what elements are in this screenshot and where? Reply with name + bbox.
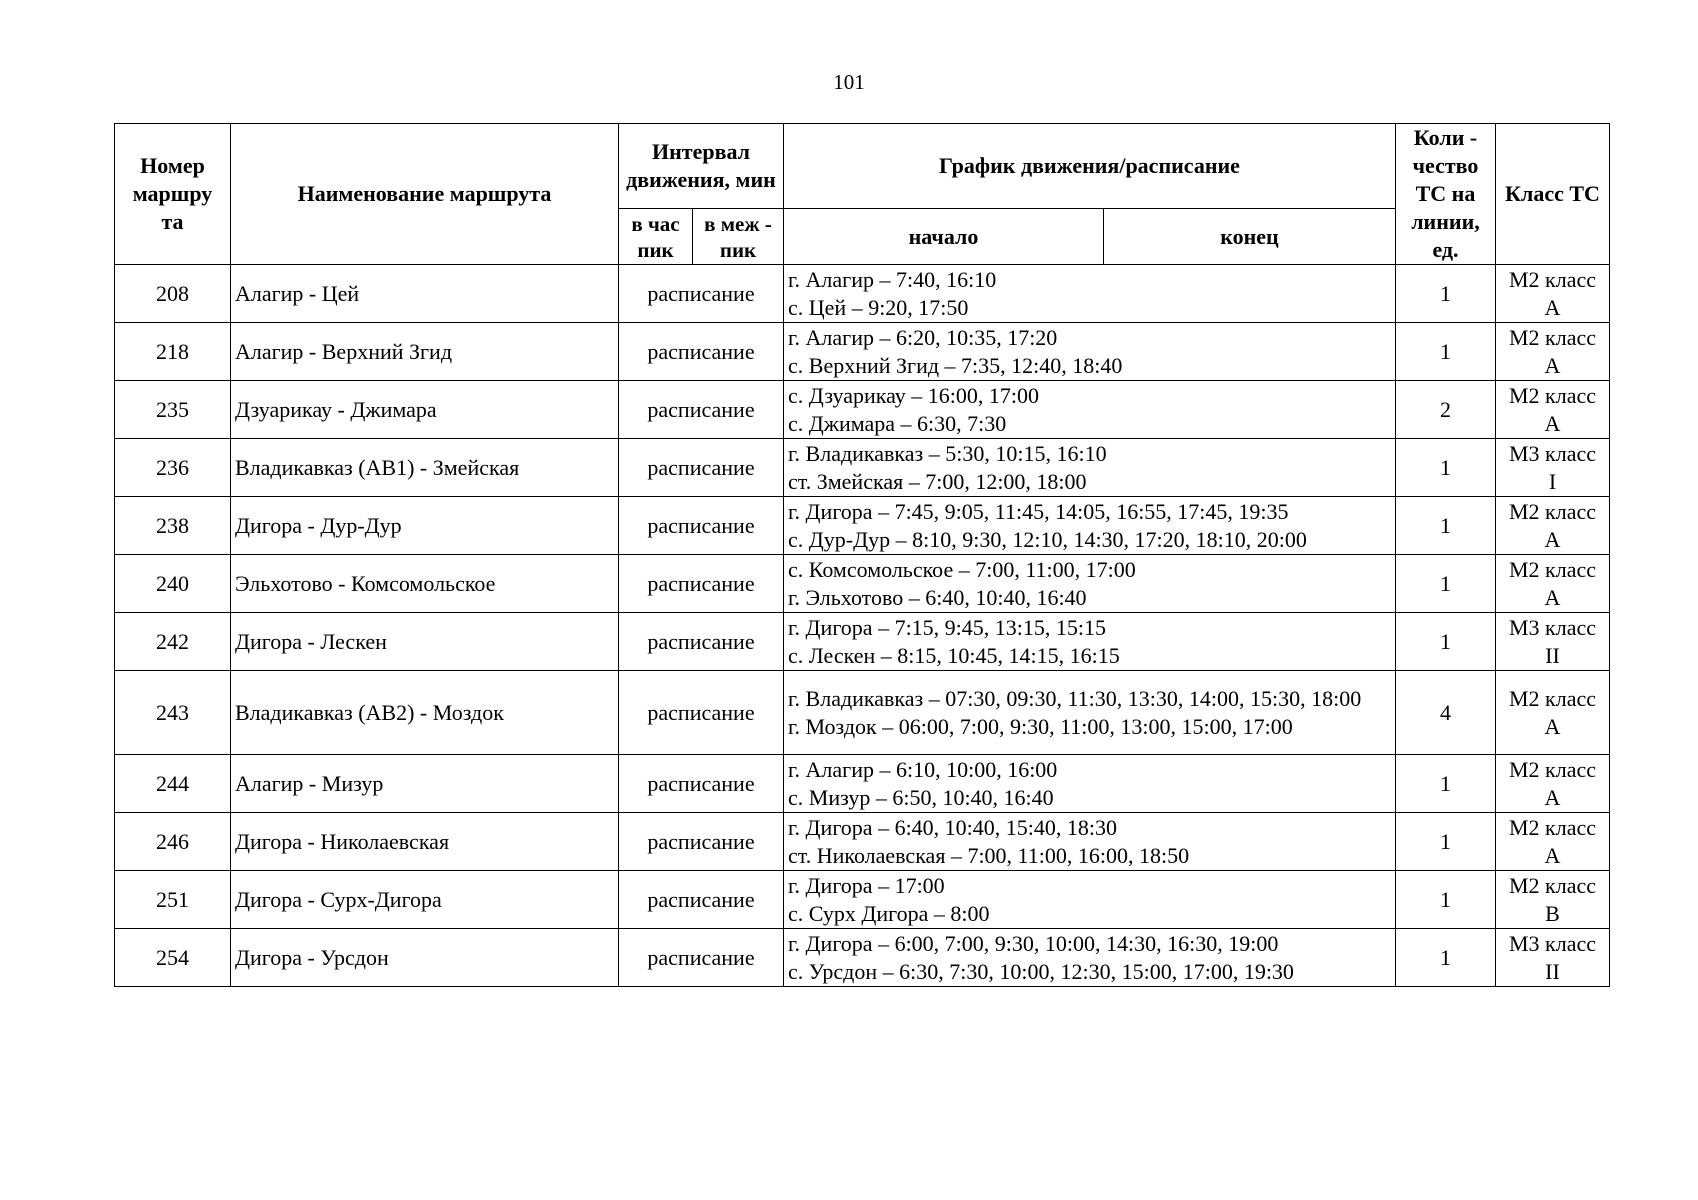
schedule-cell: [784, 439, 1396, 497]
schedule-line: с. Дзуарикау – 16:00, 17:00: [788, 382, 1040, 408]
interval-cell: расписание: [619, 613, 784, 671]
header-route-number: Номер маршру та: [115, 124, 231, 265]
schedule-line: с. Верхний Згид – 7:35, 12:40, 18:40: [788, 352, 1123, 378]
vehicle-class-category: М2 класс: [1508, 498, 1597, 524]
interval-cell: расписание: [619, 323, 784, 381]
schedule-cell: [784, 871, 1396, 929]
schedule-line: ст. Змейская – 7:00, 12:00, 18:00: [788, 468, 1087, 494]
table-row: [115, 497, 1610, 555]
header-vehicle-count: Коли - чество ТС на линии, ед.: [1396, 124, 1496, 265]
header-interval-offpeak: в меж - пик: [693, 209, 784, 265]
route-name-cell: Владикавказ (АВ1) - Змейская: [231, 439, 619, 497]
interval-cell: расписание: [619, 671, 784, 755]
vehicle-class-grade: А: [1544, 294, 1561, 320]
table-row: [115, 755, 1610, 813]
schedule-cell: [784, 555, 1396, 613]
vehicle-class-category: М2 класс: [1508, 872, 1597, 898]
table-row: [115, 323, 1610, 381]
interval-cell: расписание: [619, 381, 784, 439]
table-row: [115, 813, 1610, 871]
schedule-line: г. Эльхотово – 6:40, 10:40, 16:40: [788, 584, 1087, 610]
schedule-cell: [784, 381, 1396, 439]
schedule-cell: [784, 323, 1396, 381]
route-name-cell: Дигора - Урсдон: [231, 929, 619, 987]
interval-cell: расписание: [619, 813, 784, 871]
schedule-cell: [784, 265, 1396, 323]
vehicle-class-grade: А: [1544, 842, 1561, 868]
route-number-cell: 243: [115, 671, 231, 755]
header-schedule-end: конец: [1104, 209, 1396, 265]
vehicle-count-cell: 1: [1396, 497, 1496, 555]
header-schedule: График движения/расписание: [784, 124, 1396, 209]
schedule-line: г. Владикавказ – 07:30, 09:30, 11:30, 13:30, 14:00, 15:30, 18:00: [788, 685, 1362, 711]
route-number-cell: 246: [115, 813, 231, 871]
vehicle-class-grade: А: [1544, 526, 1561, 552]
route-number-cell: 208: [115, 265, 231, 323]
vehicle-class-cell: [1496, 555, 1610, 613]
route-number-cell: 235: [115, 381, 231, 439]
schedule-cell: [784, 929, 1396, 987]
route-name-cell: Дигора - Сурх-Дигора: [231, 871, 619, 929]
vehicle-class-cell: [1496, 265, 1610, 323]
vehicle-class-cell: [1496, 871, 1610, 929]
vehicle-class-cell: [1496, 323, 1610, 381]
vehicle-class-category: М3 класс: [1508, 614, 1597, 640]
route-number-cell: 254: [115, 929, 231, 987]
vehicle-class-grade: А: [1544, 410, 1561, 436]
interval-cell: расписание: [619, 755, 784, 813]
schedule-line: с. Комсомольское – 7:00, 11:00, 17:00: [788, 556, 1136, 582]
vehicle-count-cell: 2: [1396, 381, 1496, 439]
vehicle-class-cell: [1496, 439, 1610, 497]
vehicle-class-category: М2 класс: [1508, 814, 1597, 840]
header-interval-peak: в час пик: [619, 209, 693, 265]
table-row: [115, 671, 1610, 755]
schedule-line: ст. Николаевская – 7:00, 11:00, 16:00, 18:50: [788, 842, 1190, 868]
header-vehicle-class: Класс ТС: [1496, 124, 1610, 265]
vehicle-count-cell: 1: [1396, 439, 1496, 497]
interval-cell: расписание: [619, 929, 784, 987]
interval-cell: расписание: [619, 871, 784, 929]
route-name-cell: Владикавказ (АВ2) - Моздок: [231, 671, 619, 755]
vehicle-class-category: М2 класс: [1508, 556, 1597, 582]
vehicle-class-grade: А: [1544, 784, 1561, 810]
table-row: [115, 929, 1610, 987]
schedule-line: с. Сурх Дигора – 8:00: [788, 900, 990, 926]
vehicle-count-cell: 1: [1396, 813, 1496, 871]
route-name-cell: Дзуарикау - Джимара: [231, 381, 619, 439]
route-name-cell: Дигора - Лескен: [231, 613, 619, 671]
schedule-line: г. Дигора – 17:00: [788, 872, 945, 898]
schedule-line: с. Мизур – 6:50, 10:40, 16:40: [788, 784, 1054, 810]
route-number-cell: 240: [115, 555, 231, 613]
vehicle-class-cell: [1496, 929, 1610, 987]
vehicle-count-cell: 1: [1396, 555, 1496, 613]
schedule-line: г. Алагир – 6:20, 10:35, 17:20: [788, 324, 1058, 350]
schedule-line: с. Цей – 9:20, 17:50: [788, 294, 969, 320]
vehicle-class-grade: А: [1544, 584, 1561, 610]
route-number-cell: 244: [115, 755, 231, 813]
route-number-cell: 238: [115, 497, 231, 555]
vehicle-count-cell: 1: [1396, 871, 1496, 929]
header-schedule-start: начало: [784, 209, 1104, 265]
route-name-cell: Эльхотово - Комсомольское: [231, 555, 619, 613]
schedule-line: с. Урсдон – 6:30, 7:30, 10:00, 12:30, 15:00, 17:00, 19:30: [788, 958, 1294, 984]
table-row: [115, 381, 1610, 439]
vehicle-class-grade: В: [1545, 900, 1560, 926]
vehicle-class-cell: [1496, 755, 1610, 813]
route-name-cell: Алагир - Мизур: [231, 755, 619, 813]
schedule-cell: [784, 671, 1396, 755]
table-row: [115, 871, 1610, 929]
vehicle-class-category: М2 класс: [1508, 756, 1597, 782]
vehicle-class-cell: [1496, 813, 1610, 871]
table-row: [115, 613, 1610, 671]
vehicle-class-cell: [1496, 671, 1610, 755]
vehicle-count-cell: 1: [1396, 323, 1496, 381]
vehicle-class-category: М2 класс: [1508, 266, 1597, 292]
route-name-cell: Алагир - Верхний Згид: [231, 323, 619, 381]
schedule-line: г. Дигора – 6:40, 10:40, 15:40, 18:30: [788, 814, 1118, 840]
vehicle-class-cell: [1496, 613, 1610, 671]
table-row: [115, 555, 1610, 613]
route-name-cell: Дигора - Николаевская: [231, 813, 619, 871]
route-number-cell: 251: [115, 871, 231, 929]
schedule-line: г. Дигора – 7:45, 9:05, 11:45, 14:05, 16:55, 17:45, 19:35: [788, 498, 1289, 524]
schedule-cell: [784, 813, 1396, 871]
vehicle-class-category: М2 класс: [1508, 324, 1597, 350]
schedule-line: с. Лескен – 8:15, 10:45, 14:15, 16:15: [788, 642, 1120, 668]
vehicle-class-grade: II: [1545, 958, 1560, 984]
vehicle-class-grade: А: [1544, 352, 1561, 378]
vehicle-class-category: М3 класс: [1508, 440, 1597, 466]
route-number-cell: 236: [115, 439, 231, 497]
vehicle-class-category: М2 класс: [1508, 685, 1597, 711]
header-route-name: Наименование маршрута: [231, 124, 619, 265]
schedule-line: г. Дигора – 7:15, 9:45, 13:15, 15:15: [788, 614, 1107, 640]
vehicle-count-cell: 1: [1396, 755, 1496, 813]
vehicle-class-category: М2 класс: [1508, 382, 1597, 408]
vehicle-class-grade: I: [1548, 468, 1557, 494]
interval-cell: расписание: [619, 555, 784, 613]
page-number: 101: [833, 70, 865, 94]
vehicle-count-cell: 1: [1396, 929, 1496, 987]
schedule-cell: [784, 755, 1396, 813]
schedule-cell: [784, 613, 1396, 671]
routes-table: [114, 123, 1610, 987]
schedule-cell: [784, 497, 1396, 555]
schedule-line: г. Алагир – 6:10, 10:00, 16:00: [788, 756, 1058, 782]
schedule-line: с. Джимара – 6:30, 7:30: [788, 410, 1007, 436]
schedule-line: г. Дигора – 6:00, 7:00, 9:30, 10:00, 14:30, 16:30, 19:00: [788, 930, 1279, 956]
route-number-cell: 242: [115, 613, 231, 671]
route-name-cell: Дигора - Дур-Дур: [231, 497, 619, 555]
table-row: [115, 439, 1610, 497]
vehicle-class-grade: А: [1544, 713, 1561, 739]
vehicle-count-cell: 1: [1396, 265, 1496, 323]
vehicle-class-cell: [1496, 381, 1610, 439]
schedule-line: г. Владикавказ – 5:30, 10:15, 16:10: [788, 440, 1107, 466]
interval-cell: расписание: [619, 497, 784, 555]
schedule-line: г. Моздок – 06:00, 7:00, 9:30, 11:00, 13:00, 15:00, 17:00: [788, 713, 1293, 739]
route-number-cell: 218: [115, 323, 231, 381]
table-body: [115, 265, 1610, 987]
interval-cell: расписание: [619, 439, 784, 497]
route-name-cell: Алагир - Цей: [231, 265, 619, 323]
interval-cell: расписание: [619, 265, 784, 323]
vehicle-class-grade: II: [1545, 642, 1560, 668]
schedule-line: г. Алагир – 7:40, 16:10: [788, 266, 997, 292]
schedule-line: с. Дур-Дур – 8:10, 9:30, 12:10, 14:30, 17:20, 18:10, 20:00: [788, 526, 1307, 552]
vehicle-count-cell: 1: [1396, 613, 1496, 671]
header-interval: Интервал движения, мин: [619, 124, 784, 209]
table-row: [115, 265, 1610, 323]
vehicle-count-cell: 4: [1396, 671, 1496, 755]
vehicle-class-category: М3 класс: [1508, 930, 1597, 956]
vehicle-class-cell: [1496, 497, 1610, 555]
table-header: [115, 124, 1610, 265]
